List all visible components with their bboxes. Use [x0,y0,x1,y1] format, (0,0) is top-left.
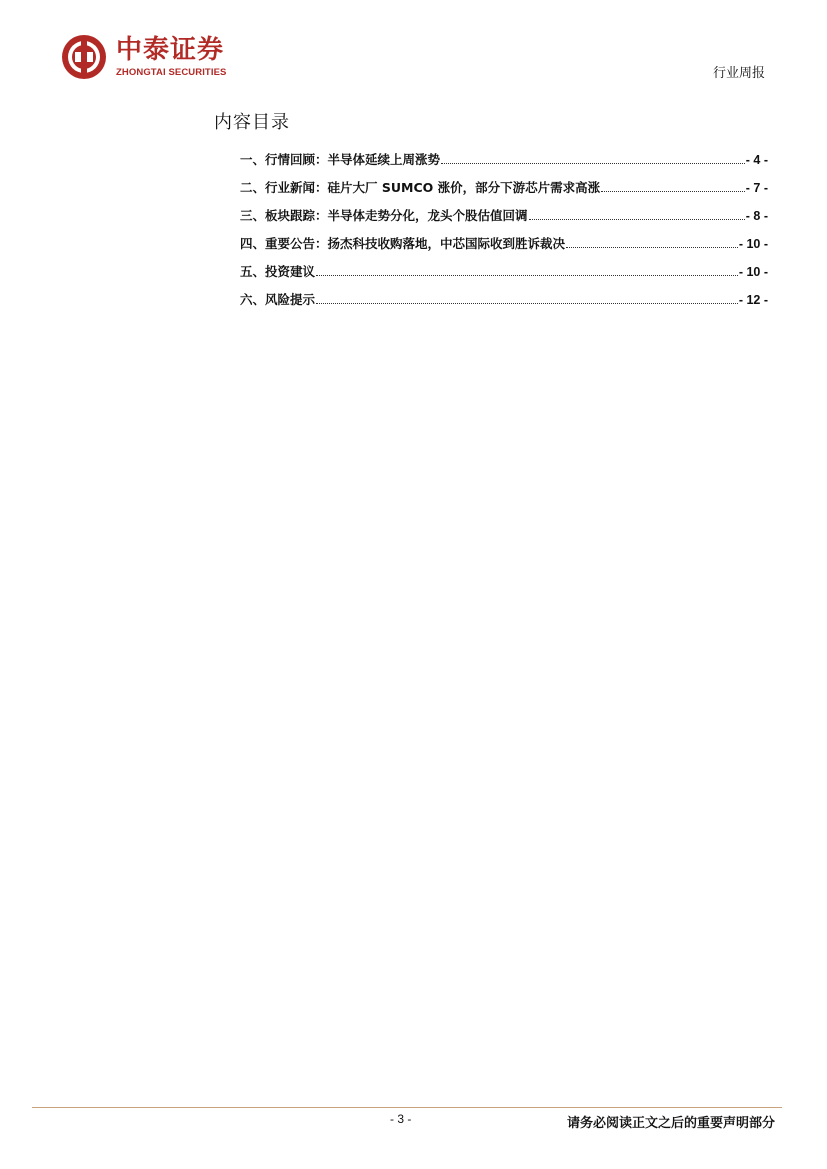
toc-entry-page: - 4 - [745,153,768,167]
company-logo [60,33,250,83]
toc-entry-page: - 8 - [745,209,768,223]
toc-entry[interactable] [240,234,768,262]
company-name-en: ZHONGTAI SECURITIES [116,67,227,78]
toc-entry-label: 一、行情回顾：半导体延续上周涨势 [240,152,441,167]
zhongtai-logo-icon [60,33,108,81]
toc-entry-page: - 10 - [738,237,768,251]
toc-entry-label: 二、行业新闻：硅片大厂 SUMCO 涨价，部分下游芯片需求高涨 [240,180,601,195]
toc-entry[interactable] [240,290,768,318]
toc-entry-page: - 10 - [738,265,768,279]
toc-entry-page: - 7 - [745,181,768,195]
toc-entry[interactable] [240,178,768,206]
toc-entry-label: 三、板块跟踪：半导体走势分化，龙头个股估值回调 [240,208,528,223]
toc-leader-dots [316,293,738,304]
toc-entry[interactable] [240,262,768,290]
toc-leader-dots [529,209,745,220]
toc-leader-dots [566,237,738,248]
table-of-contents [240,150,768,318]
company-name-cn: 中泰证券 [116,35,225,65]
footer-disclaimer: 请务必阅读正文之后的重要声明部分 [566,1116,775,1131]
toc-entry-label: 六、风险提示 [240,292,316,307]
toc-entry-page: - 12 - [738,293,768,307]
toc-entry-label: 四、重要公告：扬杰科技收购落地，中芯国际收到胜诉裁决 [240,236,566,251]
page-number: - 3 - [390,1112,412,1126]
toc-leader-dots [441,153,745,164]
toc-entry[interactable] [240,206,768,234]
toc-entry-label: 五、投资建议 [240,264,316,279]
toc-leader-dots [601,181,745,192]
footer-divider [32,1107,782,1108]
report-type-label: 行业周报 [712,66,765,81]
toc-title: 内容目录 [214,112,290,133]
toc-entry[interactable] [240,150,768,178]
toc-leader-dots [316,265,738,276]
